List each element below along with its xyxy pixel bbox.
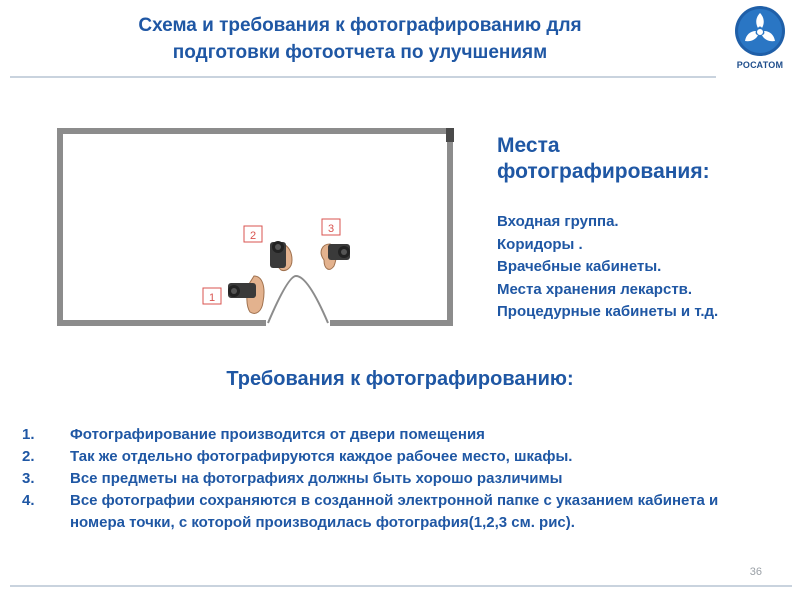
places-list — [497, 211, 797, 324]
list-item: Коридоры . — [497, 235, 583, 253]
title-line-1: Схема и требования к фотографированию для — [138, 15, 582, 36]
header-divider — [10, 76, 716, 78]
list-item: Места хранения лекарств. — [497, 280, 693, 298]
list-item: Врачебные кабинеты. — [497, 258, 662, 275]
item-text: Все предметы на фотографиях должны быть хорошо различимы — [70, 470, 563, 487]
item-text: Так же отдельно фотографируются каждое рабочее место, шкафы. — [70, 448, 573, 465]
list-item — [22, 468, 762, 490]
requirements-list — [22, 424, 762, 534]
marker-label-2: 2 — [249, 230, 257, 242]
rosatom-logo — [728, 4, 792, 74]
list-item: Входная группа. — [497, 213, 619, 230]
places-title — [497, 133, 797, 185]
marker-label-1: 1 — [208, 292, 216, 304]
atom-logo-icon — [728, 4, 792, 60]
list-item — [22, 446, 762, 468]
item-number: 1. — [22, 426, 35, 443]
places-title-line-2: фотографирования: — [497, 160, 710, 183]
room-scheme — [56, 126, 460, 328]
list-item: Процедурные кабинеты и т.д. — [497, 303, 719, 320]
logo-label: РОСАТОМ — [736, 60, 784, 70]
marker-label-3: 3 — [327, 223, 335, 235]
list-item — [22, 424, 762, 446]
photo-places — [497, 133, 797, 324]
item-number: 3. — [22, 470, 35, 487]
places-title-line-1: Места — [497, 134, 560, 157]
item-text: Фотографирование производится от двери помещения — [70, 426, 485, 443]
item-text: Все фотографии сохраняются в созданной электронной папке с указанием кабинета и номера точки, с которой производилась фотография(1,2,3 см. рис). — [70, 492, 719, 531]
requirements-title: Требования к фотографированию: — [226, 368, 574, 390]
title-line-2: подготовки фотоотчета по улучшениям — [172, 42, 548, 63]
item-number: 2. — [22, 448, 35, 465]
wall-cap — [446, 128, 454, 142]
footer-divider — [10, 585, 792, 587]
page-number: 36 — [749, 566, 762, 578]
item-number: 4. — [22, 492, 35, 509]
page-title — [30, 12, 690, 66]
list-item — [22, 490, 762, 534]
